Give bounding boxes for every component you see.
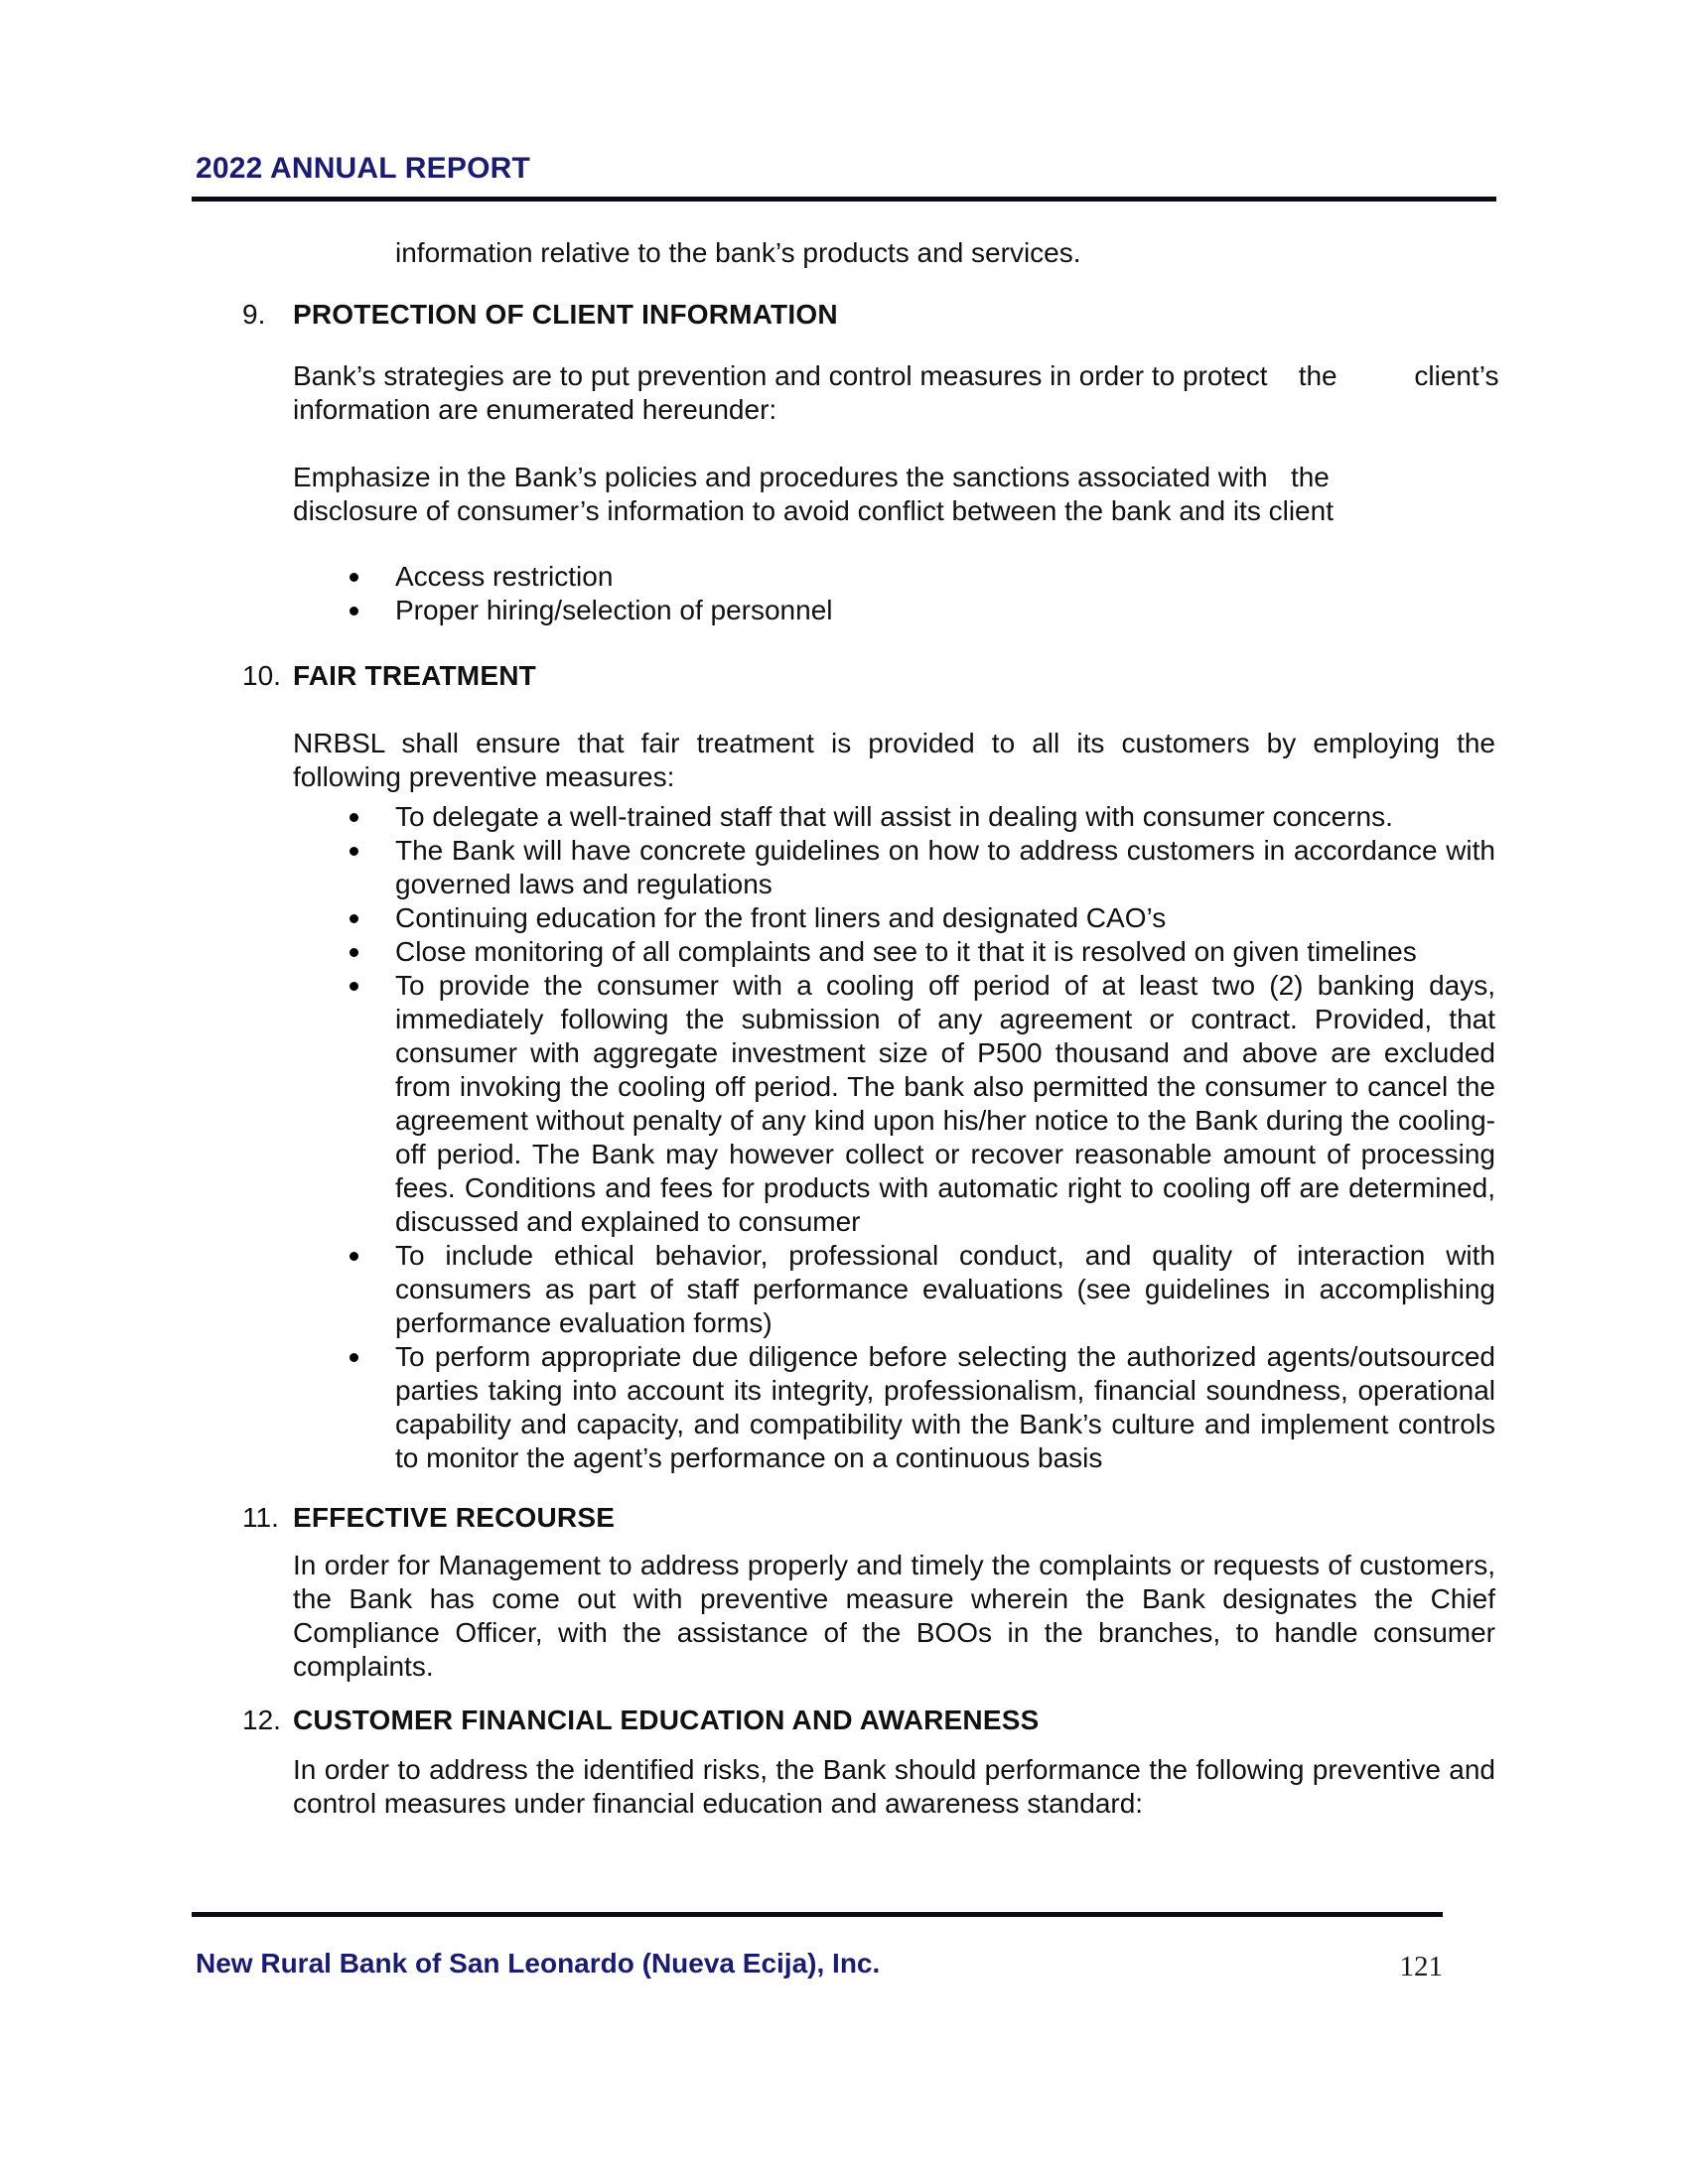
bullet-list [242,560,1495,627]
text-line: In order for Management to address properly and timely the complaints or requests of customers, [293,1550,1495,1580]
text-line: following preventive measures: [293,761,675,792]
paragraph [293,727,1495,794]
text-line: Access restriction [395,561,614,592]
section-heading [242,659,1495,693]
bullet-icon [350,1252,358,1261]
text-line: immediately following the submission of any agreement or contract. Provided, that [395,1004,1495,1034]
text-line: Continuing education for the front liners and designated CAO’s [395,902,1167,933]
report-header-title: 2022 ANNUAL REPORT [196,152,531,185]
section-heading [242,298,1495,332]
bullet-item [242,834,1495,901]
text-line: To provide the consumer with a cooling off period of at least two (2) banking days, [395,970,1495,1001]
bullet-item [242,1340,1495,1475]
bullet-item [242,1239,1495,1340]
footer-page-number: 121 [1399,1951,1443,1982]
text-line: parties taking into account its integrity, professionalism, financial soundness, operational [395,1375,1495,1406]
bullet-item [242,969,1495,1239]
text-line: The Bank will have concrete guidelines on how to address customers in accordance with [395,835,1495,866]
bullet-icon [350,847,358,856]
section-10-fair-treatment [242,659,1495,1475]
bullet-icon [350,948,358,957]
text-line: information are enumerated hereunder: [293,394,777,425]
text-line: capability and capacity, and compatibility with the Bank’s culture and implement controls [395,1409,1495,1439]
section-title: EFFECTIVE RECOURSE [293,1502,616,1533]
continuation-paragraph [395,236,1495,270]
section-11-effective-recourse [242,1501,1495,1684]
text-line: consumer with aggregate investment size of P500 thousand and above are excluded [395,1037,1495,1068]
bullet-icon [350,813,358,822]
text-line: the Bank has come out with preventive measure wherein the Bank designates the Chief [293,1583,1495,1614]
text-line: information relative to the bank’s products and services. [395,237,1081,268]
text-line: discussed and explained to consumer [395,1206,861,1237]
bullet-list [242,800,1495,1475]
text-line: to monitor the agent’s performance on a continuous basis [395,1442,1103,1473]
paragraph [293,1753,1495,1821]
bullet-item [242,800,1495,834]
text-line: Proper hiring/selection of personnel [395,595,833,625]
text-line: agreement without penalty of any kind upon his/her notice to the Bank during the cooling- [395,1105,1495,1136]
text-line: To perform appropriate due diligence before selecting the authorized agents/outsourced [395,1341,1495,1372]
section-number: 11. [242,1502,279,1533]
section-title: FAIR TREATMENT [293,660,536,691]
section-heading [242,1501,1495,1535]
section-12-customer-financial-education-and-awareness [242,1704,1495,1821]
footer-company-name: New Rural Bank of San Leonardo (Nueva Ecija), Inc. [196,1948,881,1979]
text-line: control measures under financial education and awareness standard: [293,1788,1144,1819]
text-line: In order to address the identified risks, the Bank should performance the following preventive and [293,1754,1495,1785]
bullet-icon [350,573,358,582]
text-line: NRBSL shall ensure that fair treatment is provided to all its customers by employing the [293,728,1495,758]
section-9-protection-of-client-information [242,298,1499,627]
bullet-icon [350,914,358,923]
text-line: fees. Conditions and fees for products with automatic right to cooling off are determined, [395,1172,1495,1203]
text-line: To delegate a well-trained staff that will assist in dealing with consumer concerns. [395,801,1393,832]
text-line: Compliance Officer, with the assistance of the BOOs in the branches, to handle consumer [293,1617,1495,1648]
text-line: complaints. [293,1651,434,1682]
text-line: from invoking the cooling off period. The bank also permitted the consumer to cancel the [395,1071,1495,1102]
bullet-item [242,594,1495,627]
text-line: off period. The Bank may however collect or recover reasonable amount of processing [395,1139,1495,1169]
paragraph [293,1549,1495,1684]
section-number: 9. [242,299,266,330]
paragraph [293,359,1499,427]
header-rule [192,197,1496,202]
text-line: Bank’s strategies are to put prevention and control measures in order to protect the client’s [293,360,1499,391]
footer-rule [192,1912,1443,1917]
bullet-icon [350,607,358,615]
section-heading [242,1704,1495,1737]
text-line: performance evaluation forms) [395,1307,773,1338]
text-line: disclosure of consumer’s information to avoid conflict between the bank and its client [293,495,1334,526]
bullet-item [242,560,1495,594]
text-line: To include ethical behavior, professional conduct, and quality of interaction with [395,1240,1495,1271]
section-title: CUSTOMER FINANCIAL EDUCATION AND AWARENESS [293,1705,1040,1735]
bullet-item [242,935,1495,969]
bullet-icon [350,982,358,991]
text-line: Close monitoring of all complaints and see to it that it is resolved on given timelines [395,936,1417,967]
text-line: governed laws and regulations [395,869,773,899]
text-line: consumers as part of staff performance evaluations (see guidelines in accomplishing [395,1274,1495,1304]
section-number: 12. [242,1705,281,1735]
document-content [242,236,1499,1821]
text-line: Emphasize in the Bank’s policies and procedures the sanctions associated with the [293,462,1330,492]
paragraph [293,461,1495,528]
section-number: 10. [242,660,281,691]
section-title: PROTECTION OF CLIENT INFORMATION [293,299,838,330]
bullet-item [242,901,1495,935]
bullet-icon [350,1353,358,1362]
